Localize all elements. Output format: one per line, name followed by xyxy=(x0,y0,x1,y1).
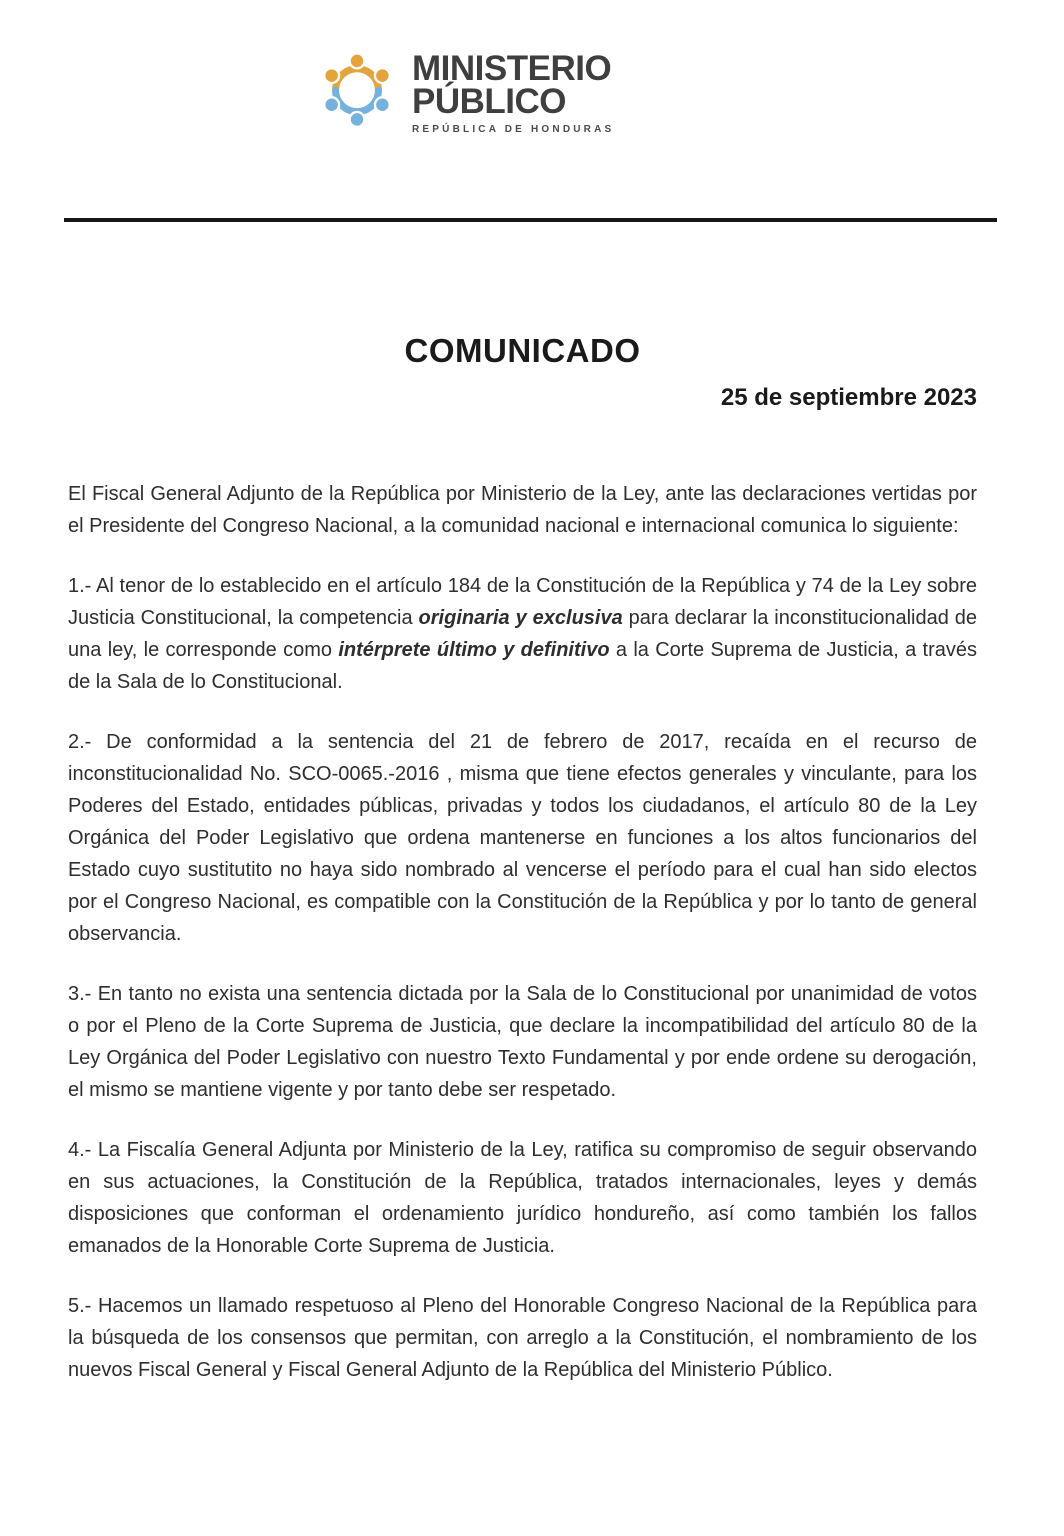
emphasized-text: intérprete último y definitivo xyxy=(338,639,610,661)
paragraph-1 xyxy=(68,570,977,698)
document-body xyxy=(68,478,977,1386)
document-title: COMUNICADO xyxy=(404,332,641,369)
logo-wordmark xyxy=(412,45,614,135)
text-segment: 1.- Al tenor de lo establecido en el artículo 184 de la Constitución de la República y 74 de la Ley sobre Justicia Constitucional, la competencia xyxy=(68,575,977,629)
text-segment: El Fiscal General Adjunto de la República por Ministerio de la Ley, ante las declaraciones vertidas por el Presidente del Congreso Nacional, a la comunidad nacional e internacional comunica lo siguiente: xyxy=(68,483,977,537)
header-divider xyxy=(64,218,997,222)
text-segment: para declarar la inconstitucionalidad de una ley, le corresponde como xyxy=(68,607,978,661)
text-segment: 3.- En tanto no exista una sentencia dictada por la Sala de lo Constitucional por unanimidad de votos o por el Pleno de la Corte Suprema de Justicia, que declare la incompatibilidad del artículo 80 de la Ley Orgánica del Poder Legislativo con nuestro Texto Fundamental y por ende ordene su derogación, el mismo se mantiene vigente y por tanto debe ser respetado. xyxy=(68,983,977,1101)
paragraph-3 xyxy=(68,978,977,1106)
ministerio-publico-logo xyxy=(318,45,1064,141)
text-segment: 4.- La Fiscalía General Adjunta por Ministerio de la Ley, ratifica su compromiso de seguir observando en sus actuaciones, la Constitución de la República, tratados internacionales, leyes y demás disposiciones que conforman el ordenamiento jurídico hondureño, así como también los fallos emanados de la Honorable Corte Suprema de Justicia. xyxy=(68,1139,977,1257)
paragraph-4 xyxy=(68,1134,977,1262)
text-segment: a la Corte Suprema de Justicia, a través de la Sala de lo Constitucional. xyxy=(68,639,977,693)
intro-paragraph xyxy=(68,478,977,542)
text-segment: 5.- Hacemos un llamado respetuoso al Pleno del Honorable Congreso Nacional de la República para la búsqueda de los consensos que permitan, con arreglo a la Constitución, el nombramiento de los nuevos Fiscal General y Fiscal General Adjunto de la República del Ministerio Público. xyxy=(68,1295,977,1381)
logo-title-line2: PÚBLICO xyxy=(412,81,566,121)
logo-emblem-icon xyxy=(318,45,396,133)
text-segment: 2.- De conformidad a la sentencia del 21 de febrero de 2017, recaída en el recurso de inconstitucionalidad No. SCO-0065.-2016 , misma que tiene efectos generales y vinculante, para los Poderes del Estado, entidades públicas, privadas y todos los ciudadanos, el artículo 80 de la Ley Orgánica del Poder Legislativo que ordena mantenerse en funciones a los altos funcionarios del Estado cuyo sustitutito no haya sido nombrado al vencerse el período para el cual han sido electos por el Congreso Nacional, es compatible con la Constitución de la República y por lo tanto de general observancia. xyxy=(68,731,977,945)
document-content xyxy=(0,334,1064,1386)
emphasized-text: originaria y exclusiva xyxy=(418,607,623,629)
document-date: 25 de septiembre 2023 xyxy=(720,384,977,411)
paragraph-2 xyxy=(68,726,977,950)
paragraph-5 xyxy=(68,1290,977,1386)
logo-subtitle: REPÚBLICA DE HONDURAS xyxy=(412,124,615,136)
logo-title-line1: MINISTERIO xyxy=(412,49,612,88)
